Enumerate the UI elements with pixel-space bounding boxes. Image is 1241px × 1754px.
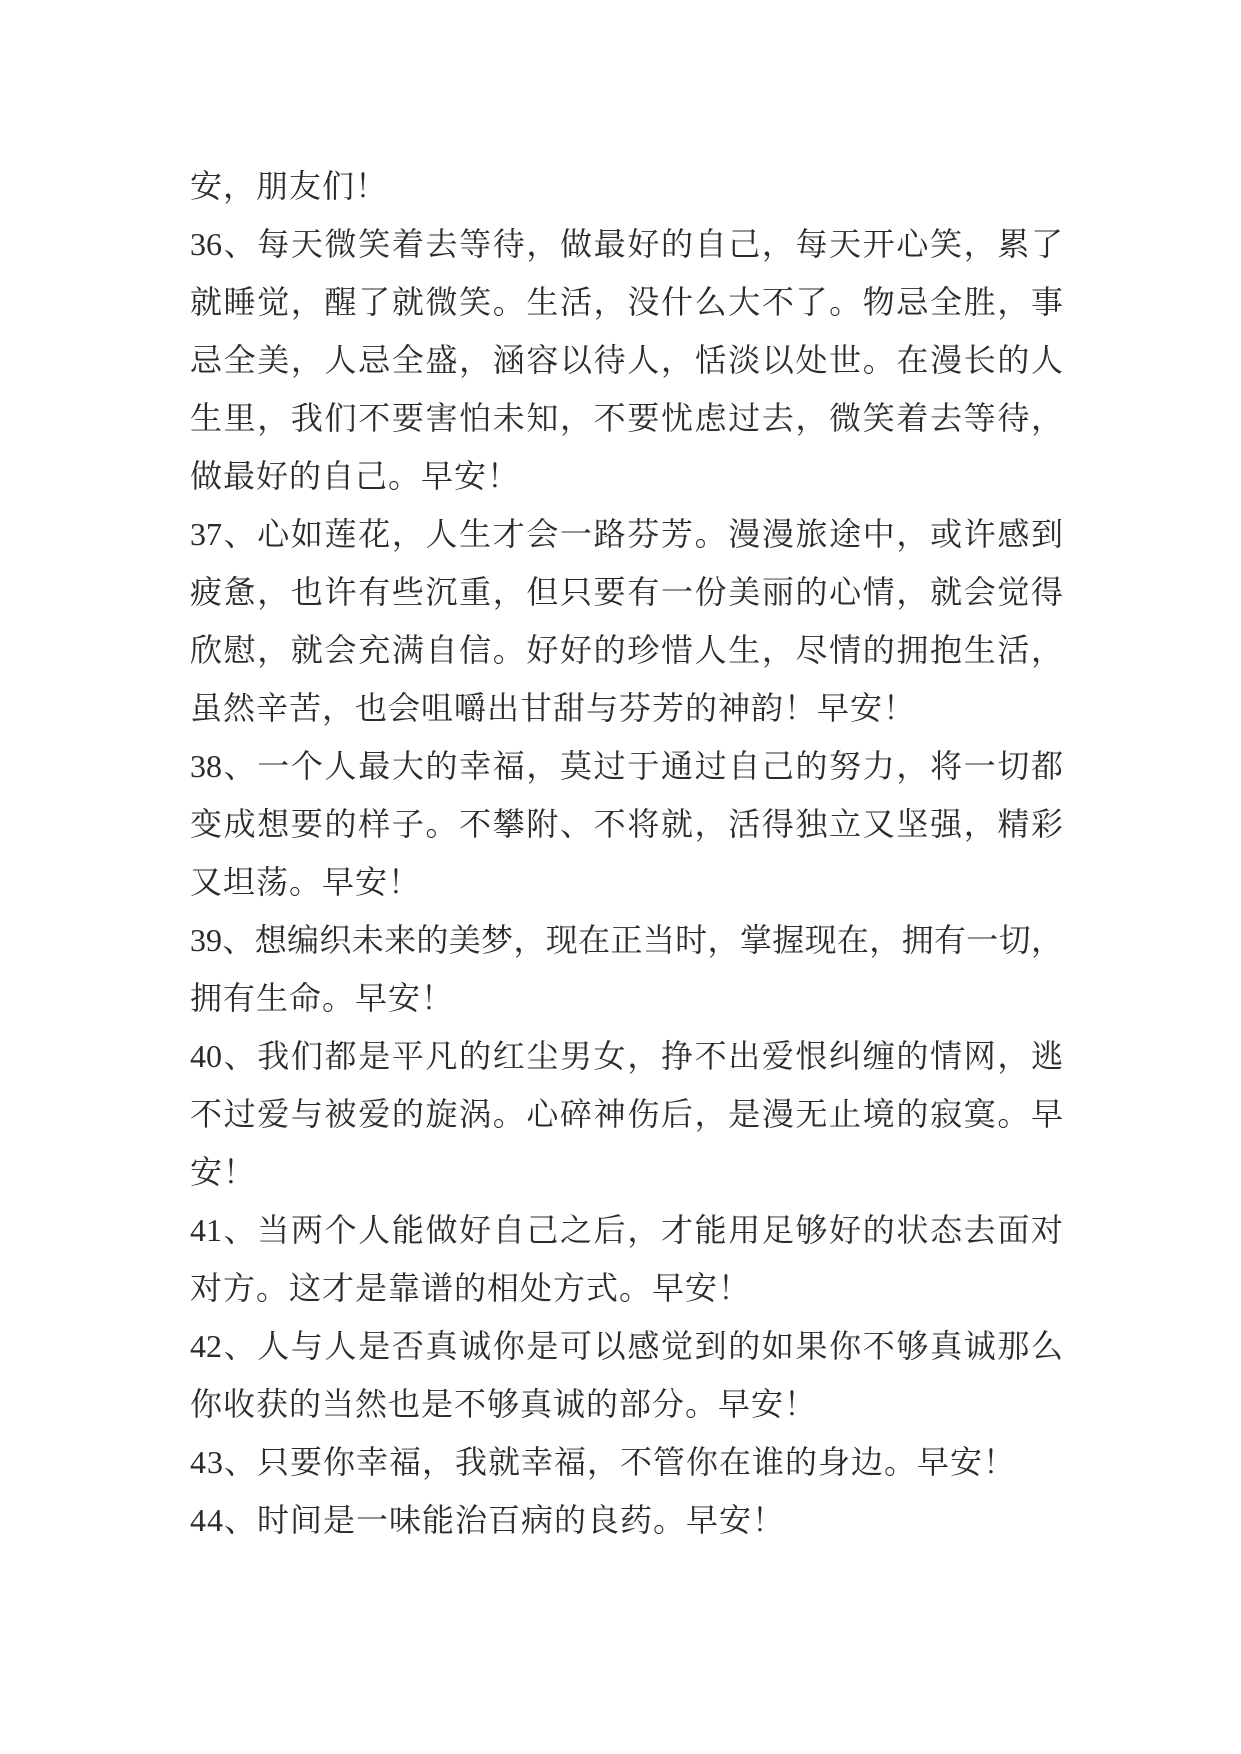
text-line: 44、时间是一味能治百病的良药。早安！: [190, 1502, 786, 1538]
text-line: 43、只要你幸福，我就幸福，不管你在谁的身边。早安！: [190, 1444, 1017, 1480]
text-line: 不过爱与被爱的旋涡。心碎神伤后，是漫无止境的寂寞。早: [190, 1096, 1063, 1132]
text-line: 虽然辛苦，也会咀嚼出甘甜与芬芳的神韵！早安！: [190, 690, 917, 726]
text-line: 39、想编织未来的美梦，现在正当时，掌握现在，拥有一切，: [190, 922, 1063, 958]
text-line: 生里，我们不要害怕未知，不要忧虑过去，微笑着去等待，: [190, 400, 1063, 436]
paragraph: [190, 1433, 1063, 1491]
text-line: 忌全美，人忌全盛，涵容以待人，恬淡以处世。在漫长的人: [190, 342, 1063, 378]
paragraph: [190, 737, 1063, 911]
paragraph: [190, 911, 1063, 1027]
text-line: 41、当两个人能做好自己之后，才能用足够好的状态去面对: [190, 1212, 1063, 1248]
text-line: 40、我们都是平凡的红尘男女，挣不出爱恨纠缠的情网，逃: [190, 1038, 1063, 1074]
text-line: 变成想要的样子。不攀附、不将就，活得独立又坚强，精彩: [190, 806, 1063, 842]
text-line: 安！: [190, 1154, 257, 1190]
text-line: 又坦荡。早安！: [190, 864, 422, 900]
paragraph: [190, 505, 1063, 737]
text-line: 对方。这才是靠谱的相处方式。早安！: [190, 1270, 752, 1306]
paragraph: [190, 1491, 1063, 1549]
text-line: 就睡觉，醒了就微笑。生活，没什么大不了。物忌全胜，事: [190, 284, 1063, 320]
paragraph: [190, 1317, 1063, 1433]
text-line: 36、每天微笑着去等待，做最好的自己，每天开心笑，累了: [190, 226, 1063, 262]
text-line: 42、人与人是否真诚你是可以感觉到的如果你不够真诚那么: [190, 1328, 1063, 1364]
text-line: 38、一个人最大的幸福，莫过于通过自己的努力，将一切都: [190, 748, 1063, 784]
document-text: [190, 157, 1063, 1549]
text-line: 你收获的当然也是不够真诚的部分。早安！: [190, 1386, 818, 1422]
text-line: 安，朋友们！: [190, 168, 389, 204]
text-line: 欣慰，就会充满自信。好好的珍惜人生，尽情的拥抱生活，: [190, 632, 1063, 668]
paragraph: [190, 215, 1063, 505]
text-line: 拥有生命。早安！: [190, 980, 455, 1016]
paragraph: [190, 1201, 1063, 1317]
text-line: 37、心如莲花，人生才会一路芬芳。漫漫旅途中，或许感到: [190, 516, 1063, 552]
text-line: 做最好的自己。早安！: [190, 458, 521, 494]
paragraph: [190, 1027, 1063, 1201]
paragraph: [190, 157, 1063, 215]
text-line: 疲惫，也许有些沉重，但只要有一份美丽的心情，就会觉得: [190, 574, 1063, 610]
